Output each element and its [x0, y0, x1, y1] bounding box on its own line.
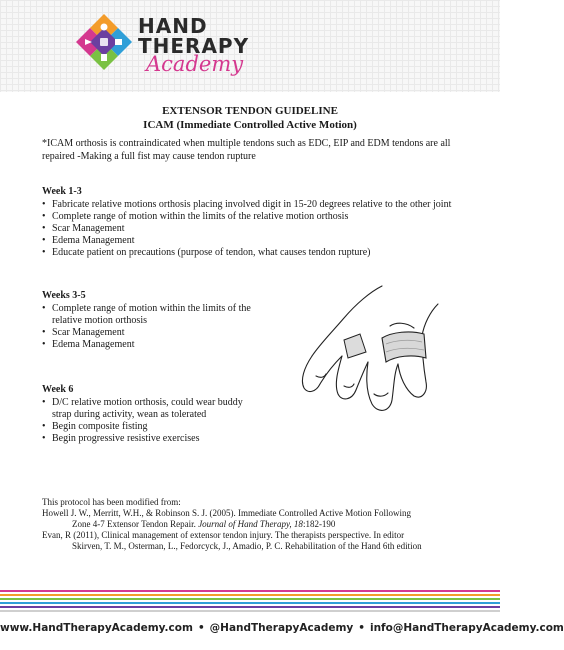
list-item: • Begin composite fisting — [42, 421, 247, 433]
footer-separator: • — [197, 622, 205, 634]
footer-email-link[interactable]: info@HandTherapyAcademy.com — [369, 622, 564, 634]
reference-2-line-2: Skirven, T. M., Osterman, L., Fedorcyck, J., Amadio, P. C. Rehabilitation of the Hand 6th edition — [72, 541, 422, 551]
stripe — [0, 590, 500, 592]
list-item: • Scar Management — [42, 223, 482, 235]
list-item: • Begin progressive resistive exercises — [42, 433, 247, 445]
hand-orthosis-illustration — [286, 282, 446, 422]
document-title-block — [0, 104, 500, 132]
bullet-list — [42, 199, 482, 259]
section-title: Week 1-3 — [42, 186, 82, 197]
reference-1-line-2 — [42, 519, 482, 530]
section-week-6 — [42, 383, 247, 445]
document-title: EXTENSOR TENDON GUIDELINE — [162, 105, 338, 117]
list-item: • Edema Management — [42, 339, 262, 351]
section-title: Weeks 3-5 — [42, 290, 86, 301]
list-item: • Complete range of motion within the limits of the relative motion orthosis — [42, 211, 482, 223]
contraindication-note: *ICAM orthosis is contraindicated when multiple tendons such as EDC, EIP and EDM tendons are all repaired -Making a full fist may cause tendon rupture — [42, 138, 451, 162]
footer-separator: • — [358, 622, 365, 634]
section-weeks-3-5 — [42, 289, 262, 351]
document-subtitle: ICAM (Immediate Controlled Active Motion) — [143, 119, 357, 131]
footer-social-link[interactable]: @HandTherapyAcademy — [209, 622, 354, 634]
reference-1-title: Zone 4-7 Extensor Tendon Repair. — [72, 519, 199, 529]
reference-2-line-1: Evan, R (2011), Clinical management of extensor tendon injury. The therapists perspective. In editor — [42, 530, 405, 540]
brand-logo — [74, 12, 264, 82]
list-item: • Edema Management — [42, 235, 482, 247]
section-title: Week 6 — [42, 384, 74, 395]
list-item: • Fabricate relative motions orthosis placing involved digit in 15-20 degrees relative to the other joint — [42, 199, 482, 211]
list-item: • Scar Management — [42, 327, 262, 339]
logo-text-line3: Academy — [146, 52, 244, 76]
list-item: • D/C relative motion orthosis, could wear buddy strap during activity, wean as tolerated — [42, 397, 247, 421]
section-week-1-3 — [42, 185, 482, 259]
stripe — [0, 610, 500, 612]
references-intro: This protocol has been modified from: — [42, 497, 181, 507]
list-item: • Complete range of motion within the limits of the relative motion orthosis — [42, 303, 262, 327]
stripe — [0, 598, 500, 600]
logo-diamond-icon — [74, 12, 134, 72]
reference-1-line-1: Howell J. W., Merritt, W.H., & Robinson S. J. (2005). Immediate Controlled Active Motion Following — [42, 508, 411, 518]
stripe — [0, 606, 500, 608]
stripe — [0, 602, 500, 604]
bullet-list — [42, 397, 247, 445]
list-item: • Educate patient on precautions (purpose of tendon, what causes tendon rupture) — [42, 247, 482, 259]
reference-1-journal: Journal of Hand Therapy, 18 — [198, 519, 303, 529]
bullet-list — [42, 303, 262, 351]
references — [42, 497, 482, 552]
reference-1-pages: :182-190 — [302, 519, 336, 529]
footer — [0, 622, 564, 634]
footer-website-link[interactable]: www.HandTherapyAcademy.com — [0, 622, 193, 634]
decorative-stripes — [0, 590, 500, 614]
stripe — [0, 594, 500, 596]
logo-text-line2: THERAPY — [138, 34, 250, 58]
logo-text-line1: HAND — [138, 14, 208, 38]
